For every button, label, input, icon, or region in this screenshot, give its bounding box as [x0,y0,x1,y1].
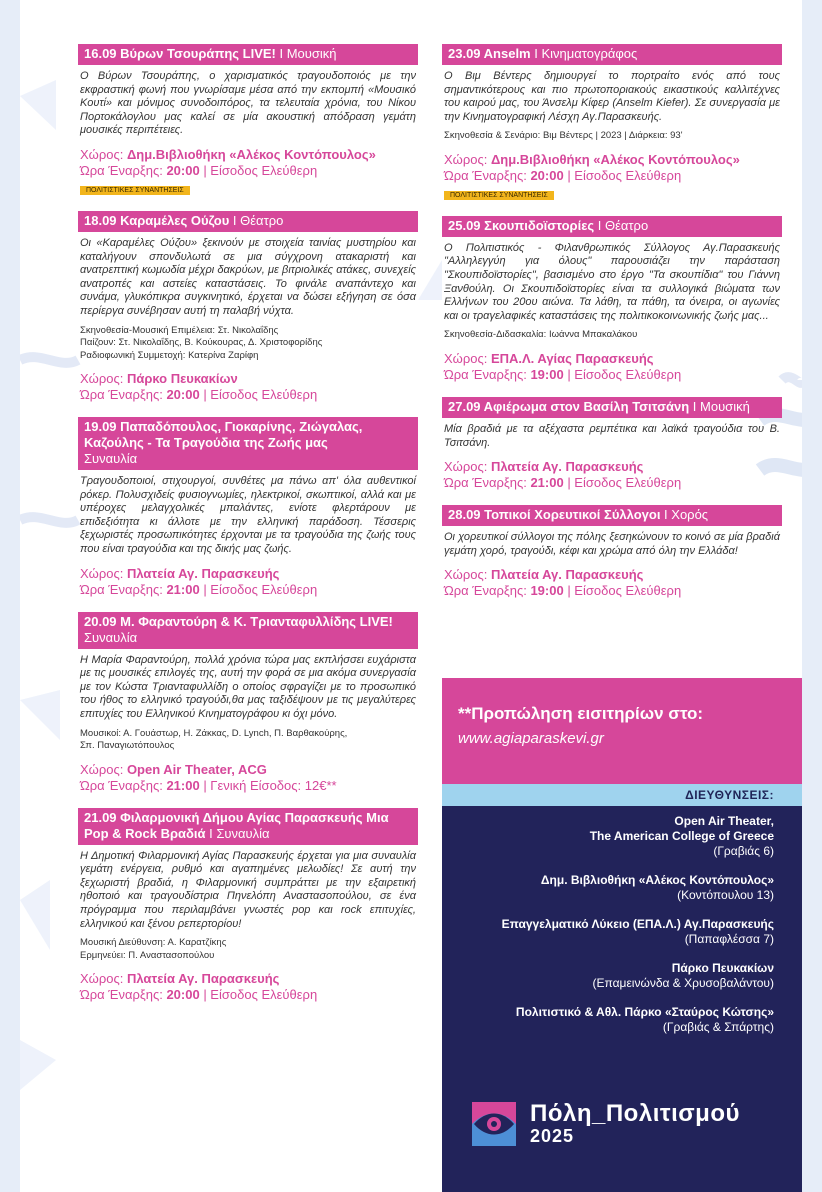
address-item [452,961,774,991]
address-name: Επαγγελματικό Λύκειο (ΕΠΑ.Λ.) Αγ.Παρασκευής [501,917,774,931]
venue-name: Πάρκο Πευκακίων [126,371,238,387]
venue-name: Δημ.Βιβλιοθήκη «Αλέκος Κοντόπουλος» [490,151,740,167]
time-label: Ώρα Έναρξης: [80,777,167,793]
series-badge: ΠΟΛΙΤΙΣΤΙΚΕΣ ΣΥΝΑΝΤΗΣΕΙΣ [80,186,190,195]
event-header [78,808,418,845]
event-title: 19.09 Παπαδόπουλος, Γιοκαρίνης, Ζιώγαλας, Καζούλης - Τα Τραγούδια της Ζωής μας [84,419,363,451]
entry-info: | Είσοδος Ελεύθερη [199,987,318,1003]
event-title: 18.09 Καραμέλες Ούζου [84,212,230,228]
event-venue [78,362,418,387]
event-venue [442,342,782,367]
time-value: 20:00 [166,162,200,178]
event-genre: Συναυλία [84,451,138,467]
address-name: Πολιτιστικό & Αθλ. Πάρκο «Σταύρος Κώτσης» [515,1005,774,1019]
venue-name: Πλατεία Αγ. Παρασκευής [126,971,280,987]
address-detail: (Γραβιάς & Σπάρτης) [662,1020,774,1034]
event-description: Μία βραδιά με τα αξέχαστα ρεμπέτικα και λαϊκά τραγούδια του Β. Τσιτσάνη. [444,422,780,449]
presale-panel [442,678,802,784]
event-genre: Χορός [671,507,709,523]
event-separator: I [530,46,542,61]
event-description: Ο Βύρων Τσουράπης, ο χαρισματικός τραγουδοποιός με την εκφραστική φωνή που γνωρίσαμε μέσα από την εκπομπή «Μουσικό Κουτί» και μόνιμος συνοδοιπόρος, τα τελευταία χρόνια, του Νίκου Πορτοκάλογλου μας καλεί σε μία ακουστική απόδραση γεμάτη μουσικές περιπέτειες. [80,70,416,137]
event-genre: Συναυλία [216,825,270,841]
event-genre: Συναυλία [84,629,138,645]
event-venue [78,138,418,163]
entry-info: | Είσοδος Ελεύθερη [199,581,318,597]
event-description: Η Μαρία Φαραντούρη, πολλά χρόνια τώρα μας εκπλήσσει ευχάριστα με τις μουσικές επιλογές της, αυτή την φορά σε μια ακόμα συνεργασία με τον Κώστα Τριανταφυλλίδη ο οποίος σφραγίζει με το προσωπικό του ήθος το ελληνικό τραγούδι,θα μας ταξιδέψουν με τις μεγαλύτερες επιτυχίες του Ελληνικού Κινηματογράφου κι όχι μόνο. [80,653,416,720]
event-description: Ο Πολιτιστικός - Φιλανθρωπικός Σύλλογος Αγ.Παρασκευής "Αλληλεγγύη για όλους" παρουσιάζει την παράσταση "Σκουπιδοϊστορίες", βασισμένο στο έργο "Τα σκουπίδια" του Γιάννη Ξανθούλη. Οι Σκουπιδοϊστορίες είναι τα συλλογικά βιώματα των Ελλήνων του 20ου αιώνα. Τα λάθη, τα πάθη, τα όνειρα, οι αγωνίες και οι τραγελαφικές καταστάσεις της πολιτικοκοινωνικής ζωής μας... [444,241,780,322]
event-credits [78,931,418,962]
credit-line: Μουσικοί: Α. Γουάστωρ, Η. Ζάκκας, D. Lynch, Π. Βαρθακούρης, [80,727,348,739]
entry-info: | Γενική Είσοδος: 12€** [199,777,337,793]
event-title: 27.09 Αφιέρωμα στον Βασίλη Τσιτσάνη [448,398,690,414]
event-genre: Θέατρο [604,217,649,233]
event-venue [78,962,418,987]
presale-url-link[interactable]: www.agiaparaskevi.gr [458,730,604,747]
event-credits [442,323,782,342]
venue-label: Χώρος: [80,371,127,387]
event-header [442,397,782,418]
time-label: Ώρα Έναρξης: [444,583,531,599]
city-of-culture-logo [472,1100,772,1152]
event-header [78,612,418,649]
address-detail: (Παπαφλέσσα 7) [684,932,774,946]
time-value: 20:00 [166,987,200,1003]
event-card [78,417,418,598]
event-card [442,44,782,202]
entry-info: | Είσοδος Ελεύθερη [563,475,682,491]
event-venue [442,143,782,168]
event-header [78,211,418,232]
venue-label: Χώρος: [80,971,127,987]
event-time [442,583,782,599]
entry-info: | Είσοδος Ελεύθερη [563,167,682,183]
time-value: 20:00 [166,387,200,403]
credit-line: Ραδιοφωνική Συμμετοχή: Κατερίνα Ζαρίφη [80,349,259,361]
event-time [78,163,418,179]
addresses-list [452,814,774,1035]
right-column [442,44,782,613]
logo-line-1: Πόλη_Πολιτισμού [530,1100,740,1127]
eye-logo-icon [472,1102,516,1146]
entry-info: | Είσοδος Ελεύθερη [563,583,682,599]
time-value: 19:00 [530,583,564,599]
event-description: Οι χορευτικοί σύλλογοι της πόλης ξεσηκώνουν το κοινό σε μία βραδιά γεμάτη χορό, τραγούδι, κέφι και χρώμα από όλη την Ελλάδα! [444,531,780,557]
event-time [78,987,418,1003]
event-time [442,367,782,383]
venue-name: ΕΠΑ.Λ. Αγίας Παρασκευής [490,350,654,366]
venue-name: Open Air Theater, ACG [126,761,267,777]
time-label: Ώρα Έναρξης: [444,167,531,183]
entry-info: | Είσοδος Ελεύθερη [563,366,682,382]
time-value: 21:00 [530,475,564,491]
event-header [78,44,418,65]
venue-label: Χώρος: [444,350,491,366]
event-credits [78,319,418,363]
event-description: Η Δημοτική Φιλαρμονική Αγίας Παρασκευής έρχεται για μια συναυλία γεμάτη ενέργεια, ρυθμό και αγαπημένες μελωδίες! Σε αυτή την ξεχωριστή βραδιά, η Φιλαρμονική συμπράττει με την εξαιρετική ηθοποιό και τραγουδίστρια Πηνελόπη Αναστασοπούλου, σε ένα πρόγραμμα που περιλαμβάνει γνωστές pop και rock επιτυχίες, ελληνικού και ξένου ρεπερτορίου! [80,849,416,930]
address-detail: (Κοντόπουλου 13) [677,888,774,902]
time-label: Ώρα Έναρξης: [80,987,167,1003]
credit-line: Σκηνοθεσία-Μουσική Επιμέλεια: Στ. Νικολαΐδης [80,324,279,336]
venue-label: Χώρος: [444,567,491,583]
event-header [442,216,782,237]
event-card [78,44,418,197]
event-venue [442,558,782,583]
event-time [442,475,782,491]
event-genre: Κινηματογράφος [541,46,638,61]
credit-line: Παίζουν: Στ. Νικολαΐδης, Β. Κούκουρας, Δ. Χριστοφορίδης [80,337,323,349]
event-title: 25.09 Σκουπιδοϊστορίες [448,217,595,233]
credit-line: Ερμηνεύει: Π. Αναστασοπούλου [80,949,215,961]
event-card [442,216,782,383]
event-separator: I [275,46,287,61]
event-genre: Μουσική [700,398,750,414]
logo-line-2: 2025 [530,1126,575,1146]
event-title: 21.09 Φιλαρμονική Δήμου Αγίας Παρασκευής Μια Pop & Rock Βραδιά [84,809,389,841]
event-credits [442,124,782,143]
entry-info: | Είσοδος Ελεύθερη [199,387,318,403]
event-description: Ο Βιμ Βέντερς δημιουργεί το πορτραίτο ενός από τους σημαντικότερους και πιο πρωτοποριακούς εικαστικούς καλλιτέχνες του καιρού μας, του Άνσελμ Κίφερ (Anselm Kiefer). Σε συνεργασία με την Κινηματογραφική Λέσχη Αγ.Παρασκευής. [444,70,780,123]
time-label: Ώρα Έναρξης: [80,162,167,178]
credit-line: Σκηνοθεσία & Σενάριο: Βιμ Βέντερς | 2023 | Διάρκεια: 93' [444,130,683,142]
venue-name: Δημ.Βιβλιοθήκη «Αλέκος Κοντόπουλος» [126,146,376,162]
program-page [20,0,802,1192]
event-time [442,168,782,184]
event-credits [78,722,418,753]
event-genre: Θέατρο [240,212,284,228]
entry-info: | Είσοδος Ελεύθερη [199,162,318,178]
credit-line: Σπ. Παναγιωτόπουλος [80,740,175,752]
event-separator: I [205,825,217,841]
event-separator: I [229,212,241,228]
event-genre: Μουσική [286,46,337,61]
event-header [78,417,418,470]
venue-label: Χώρος: [80,761,127,777]
event-card [442,505,782,599]
venue-label: Χώρος: [80,146,127,162]
event-time [78,387,418,403]
series-badge: ΠΟΛΙΤΙΣΤΙΚΕΣ ΣΥΝΑΝΤΗΣΕΙΣ [444,191,554,200]
venue-label: Χώρος: [444,459,491,475]
venue-name: Πλατεία Αγ. Παρασκευής [126,565,280,581]
event-separator: I [594,217,605,233]
venue-name: Πλατεία Αγ. Παρασκευής [490,567,644,583]
event-title: 28.09 Τοπικοί Χορευτικοί Σύλλογοι [448,507,661,523]
event-time [78,582,418,598]
address-name: Δημ. Βιβλιοθήκη «Αλέκος Κοντόπουλος» [540,873,774,887]
event-card [78,808,418,1004]
address-item [452,873,774,903]
addresses-heading: ΔΙΕΥΘΥΝΣΕΙΣ: [442,784,802,806]
credit-line: Σκηνοθεσία-Διδασκαλία: Ιωάννα Μπακαλάκου [444,329,638,341]
event-description: Τραγουδοποιοί, στιχουργοί, συνθέτες μα πάνω απ' όλα αυθεντικοί ρόκερ. Πολυσχιδείς φυσιογνωμίες, ηλεκτρικοί, σκωπτικοί, αλλά και με υπέροχες μελαγχολικές μπαλάντες, ενίοτε φλερτάρουν με επιδεξιότητα κι άλλοτε με την ελληνική παράδοση. Τέσσερις ξεχωριστές προσωπικότητες έρχονται με τα τραγούδια της ζωής τους που είναι τραγούδια και της δικής μας ζωής. [80,475,416,555]
event-card [442,397,782,491]
venue-label: Χώρος: [80,565,127,581]
time-value: 19:00 [530,366,564,382]
time-label: Ώρα Έναρξης: [444,475,531,491]
event-title: 23.09 Anselm [448,46,531,61]
address-item [452,814,774,859]
event-separator: I [660,507,672,523]
address-name: Πάρκο Πευκακίων [671,961,774,975]
event-header [442,44,782,65]
time-label: Ώρα Έναρξης: [444,366,531,382]
left-column [78,44,418,1017]
event-description: Οι «Καραμέλες Ούζου» ξεκινούν με στοιχεία ταινίας μυστηρίου και καταλήγουν σπονδυλωτά σε μια σύγχρονη ατακαριστή και ανατρεπτική κωμωδία μέχρι δακρύων, με βιτριολικές ατάκες, συνεχείς ανατροπές και αστείες καταστάσεις. Το φινάλε αναπάντεχο και συνάμα, γλυκόπικρα συγκινητικό, έρχεται να δώσει εξήγηση σε όσα περίεργα συνέβησαν αυτή τη παλαβή νύχτα. [80,236,416,317]
address-detail: (Γραβιάς 6) [713,844,774,858]
event-card [78,211,418,403]
event-venue [78,753,418,778]
event-separator: I [689,398,701,414]
event-header [442,505,782,526]
event-venue [78,557,418,582]
event-title: 16.09 Βύρων Τσουράπης LIVE! [84,46,276,61]
event-card [78,612,418,794]
time-value: 21:00 [166,777,200,793]
venue-name: Πλατεία Αγ. Παρασκευής [490,459,644,475]
time-value: 21:00 [166,581,200,597]
address-item [452,917,774,947]
time-label: Ώρα Έναρξης: [80,387,167,403]
presale-heading: **Προπώληση εισιτηρίων στο: [458,704,704,723]
event-time [78,778,418,794]
event-venue [442,450,782,475]
address-detail: (Επαμεινώνδα & Χρυσοβαλάντου) [592,976,774,990]
address-item [452,1005,774,1035]
credit-line: Μουσική Διεύθυνση: Α. Καρατζίκης [80,937,227,949]
time-value: 20:00 [530,167,564,183]
event-title: 20.09 Μ. Φαραντούρη & Κ. Τριανταφυλλίδης LIVE! [84,613,393,629]
address-name: Open Air Theater, The American College of Greece [589,814,774,843]
venue-label: Χώρος: [444,151,491,167]
time-label: Ώρα Έναρξης: [80,581,167,597]
